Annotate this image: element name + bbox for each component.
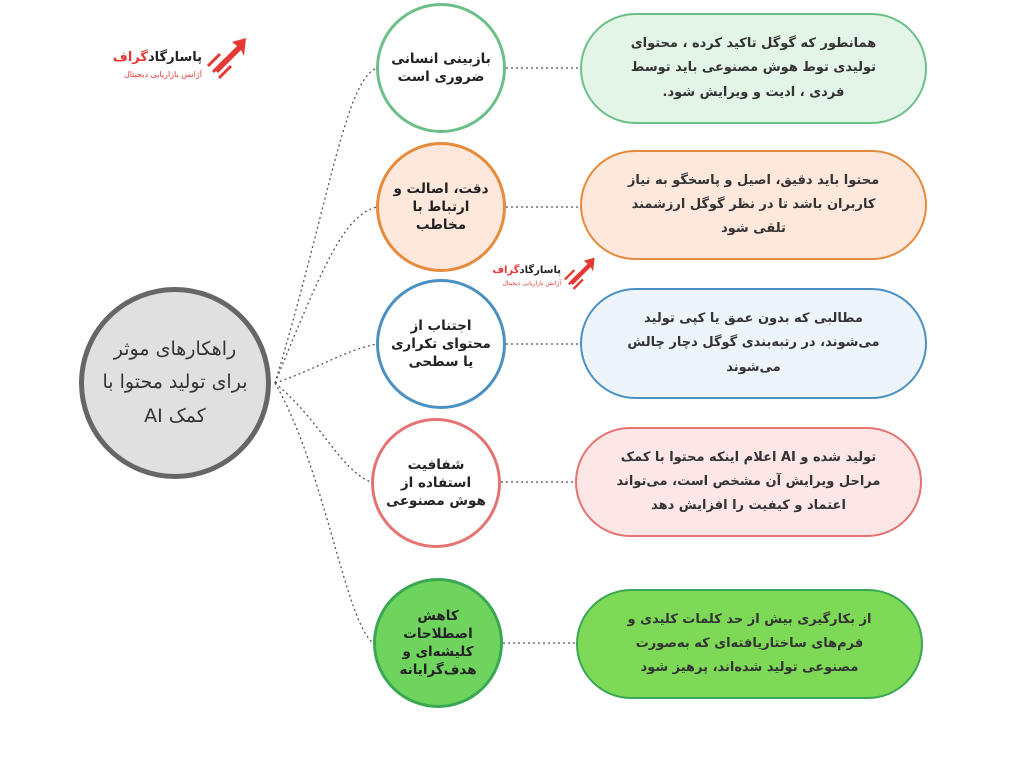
logo-name [113, 50, 202, 65]
topic-label: کاهش اصطلاحات کلیشه‌ای و هدف‌گرایانه [399, 607, 477, 679]
logo-name-accent: گراف [492, 265, 520, 276]
topic-circle-accuracy [376, 142, 506, 272]
logo-subtitle: آژانس بازاریابی دیجیتال [123, 70, 202, 79]
connector-main-topic-5 [275, 383, 373, 643]
topic-circle-avoid-duplicate [376, 279, 506, 409]
description-text: همانطور که گوگل تاکید کرده ، محتوای تولیدی توط هوش مصنوعی باید توسط فردی ، ادیت و ویرایش شود. [630, 36, 877, 100]
rocket-arrow-icon [561, 256, 597, 292]
logo-name-accent: گراف [112, 50, 148, 65]
brand-logo-watermark [493, 256, 597, 296]
description-box-human-review [580, 13, 927, 124]
description-box-accuracy [580, 150, 927, 260]
topic-circle-reduce-cliches [373, 578, 503, 708]
logo-name [492, 265, 561, 276]
rocket-arrow-icon [204, 36, 248, 82]
description-box-reduce-cliches [576, 589, 923, 699]
description-text: تولید شده و AI اعلام اینکه محتوا با کمک مراحل ویرایش آن مشخص است، می‌تواند اعتماد و کیفیت را افزایش دهد [616, 449, 881, 514]
description-box-avoid-duplicate [580, 288, 927, 399]
main-topic-circle [79, 287, 271, 479]
brand-logo [108, 36, 248, 88]
connector-main-topic-2 [275, 207, 377, 383]
connector-main-topic-1 [275, 68, 377, 383]
description-text: از بکارگیری بیش از حد کلمات کلیدی و فرم‌های ساختاریافته‌ای که به‌صورت مصنوعی تولید شده‌اند، پرهیز شود [627, 611, 872, 676]
logo-name-dark: پاسارگاد [147, 50, 202, 65]
logo-subtitle: آژانس بازاریابی دیجیتال [502, 280, 561, 287]
connector-main-topic-4 [275, 383, 371, 482]
connector-main-topic-3 [275, 344, 377, 383]
topic-circle-human-review [376, 3, 506, 133]
logo-name-dark: پاسارگاد [519, 265, 561, 276]
description-text: مطالبی که بدون عمق یا کپی تولید می‌شوند، در رتبه‌بندی گوگل دچار چالش می‌شوند [627, 311, 880, 375]
topic-circle-transparency [371, 418, 501, 548]
topic-label: بازبینی انسانی ضروری است [391, 50, 491, 85]
topic-label: اجتناب از محتوای تکراری یا سطحی [391, 317, 491, 371]
main-title: راهکارهای موثر برای تولید محتوا با کمک AI [102, 338, 248, 427]
topic-label: شفافیت استفاده از هوش مصنوعی [386, 456, 486, 510]
topic-label: دقت، اصالت و ارتباط با مخاطب [393, 180, 489, 234]
description-text: محتوا باید دقیق، اصیل و پاسخگو به نیاز کاربران باشد تا در نظر گوگل ارزشمند تلقی شود [627, 172, 880, 237]
description-box-transparency [575, 427, 922, 537]
